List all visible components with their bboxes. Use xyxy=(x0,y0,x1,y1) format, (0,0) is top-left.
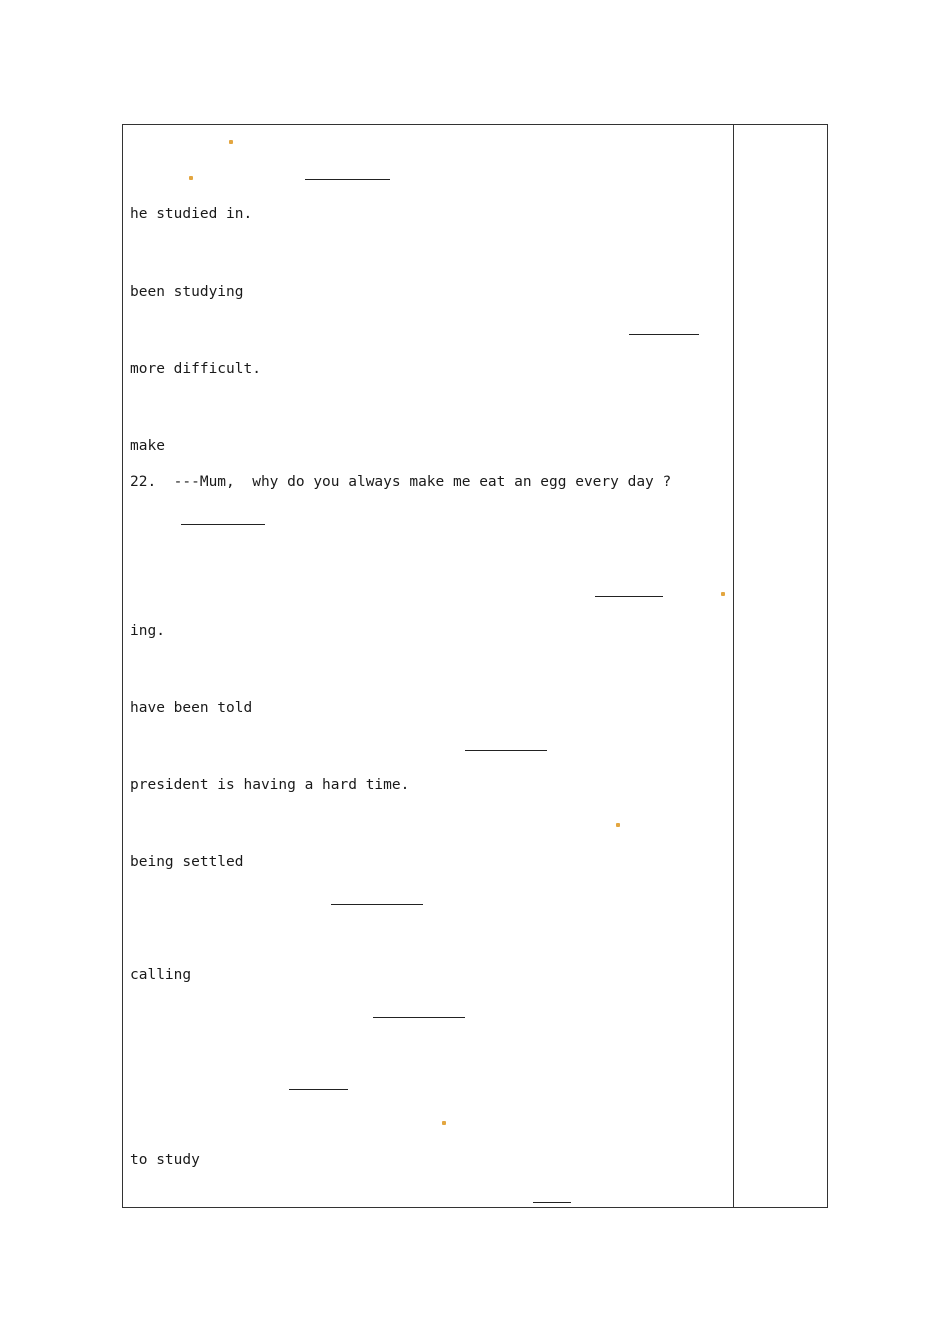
q24-options xyxy=(130,811,726,831)
marker-dot xyxy=(229,140,233,144)
q20-stem xyxy=(130,163,726,183)
marker-dot xyxy=(189,176,193,180)
q27-options-cont xyxy=(130,1150,726,1170)
marker-dot xyxy=(442,1121,446,1125)
stem-text: more difficult. xyxy=(130,361,261,377)
q25-options xyxy=(130,924,726,944)
q19-options xyxy=(130,128,726,148)
marker-dot xyxy=(616,823,620,827)
q23-stem-cont xyxy=(130,621,726,641)
option-text: make xyxy=(130,438,165,454)
q22-stem xyxy=(130,472,726,492)
q23-options-cont xyxy=(130,698,726,718)
stem-text: he studied in. xyxy=(130,206,253,222)
q24-stem-cont xyxy=(130,775,726,795)
q28-stem xyxy=(130,1186,726,1206)
option-text: calling xyxy=(130,967,192,983)
q20-stem-cont xyxy=(130,204,726,224)
stem-text: 22. ---Mum, why do you always make me eat an egg every day ? xyxy=(130,474,672,490)
marker-dot xyxy=(721,592,725,596)
answer-blank xyxy=(533,1188,571,1203)
q21-options-cont xyxy=(130,436,726,456)
q25-options-cont xyxy=(130,965,726,985)
stem-text: ing. xyxy=(130,623,165,639)
stem-text: president is having a hard time. xyxy=(130,777,410,793)
answer-blank xyxy=(181,510,265,525)
q22-reply xyxy=(130,508,726,528)
answer-blank xyxy=(289,1075,348,1090)
q21-options xyxy=(130,395,726,415)
option-text: being settled xyxy=(130,854,244,870)
q20-options xyxy=(130,240,726,260)
q23-options xyxy=(130,657,726,677)
q22-options xyxy=(130,544,726,564)
q24-stem xyxy=(130,734,726,754)
answer-blank xyxy=(331,890,423,905)
option-text: have been told xyxy=(130,700,253,716)
q25-stem xyxy=(130,888,726,908)
q26-options xyxy=(130,1037,726,1057)
answer-blank xyxy=(595,582,663,597)
answer-blank xyxy=(373,1003,465,1018)
answer-blank xyxy=(465,736,547,751)
q27-stem xyxy=(130,1073,726,1093)
column-divider xyxy=(733,125,734,1207)
q23-stem xyxy=(130,580,726,600)
q21-stem xyxy=(130,318,726,338)
q20-options-cont xyxy=(130,282,726,302)
answer-blank xyxy=(305,165,390,180)
q21-stem-cont xyxy=(130,359,726,379)
q27-options xyxy=(130,1109,726,1129)
answer-blank xyxy=(629,320,699,335)
q24-options-cont xyxy=(130,852,726,872)
option-text: to study xyxy=(130,1152,200,1168)
option-text: been studying xyxy=(130,284,244,300)
q26-stem xyxy=(130,1001,726,1021)
